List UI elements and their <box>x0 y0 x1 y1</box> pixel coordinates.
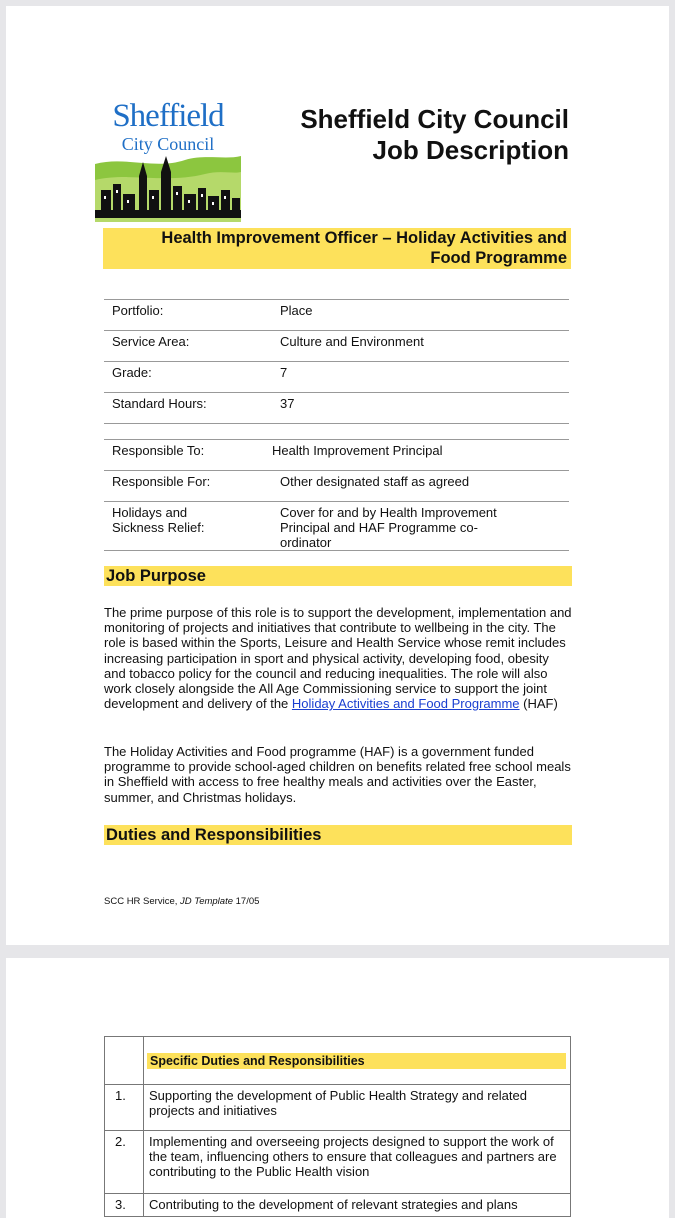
field-value: Place <box>276 300 569 331</box>
table-row <box>105 1194 571 1217</box>
field-value: 7 <box>276 362 569 393</box>
table-row <box>104 331 569 362</box>
field-label: Grade: <box>104 362 276 393</box>
logo-wordmark-city-council: City Council <box>121 134 215 154</box>
field-value <box>276 502 569 551</box>
city-skyline-icon <box>95 150 241 222</box>
specific-duties-table <box>104 1036 571 1217</box>
field-label: Portfolio: <box>104 300 276 331</box>
field-value-text: Health Improvement Principal <box>272 443 443 458</box>
table-row <box>104 300 569 331</box>
duties-table-heading: Specific Duties and Responsibilities <box>147 1053 566 1069</box>
table-row <box>105 1131 571 1194</box>
field-label: Standard Hours: <box>104 393 276 424</box>
duty-text: Implementing and overseeing projects designed to support the work of the team, influencing others to ensure that colleagues and partners are contributing to the Public Health vision <box>144 1131 571 1194</box>
duties-heading: Duties and Responsibilities <box>104 825 572 845</box>
job-title-line-1: Health Improvement Officer – Holiday Activities and <box>161 229 567 247</box>
table-row <box>105 1085 571 1131</box>
duty-number: 2. <box>105 1131 144 1194</box>
number-column-header <box>105 1037 144 1085</box>
field-label: Responsible To: <box>104 440 276 471</box>
document-type: Job Description <box>372 135 569 165</box>
sheffield-city-council-logo <box>95 94 241 224</box>
job-details-table <box>104 299 569 424</box>
field-label: Responsible For: <box>104 471 276 502</box>
duty-number: 1. <box>105 1085 144 1131</box>
footer-version: 17/05 <box>233 896 260 907</box>
job-purpose-paragraph <box>104 605 574 711</box>
footer-prefix: SCC HR Service, <box>104 896 181 907</box>
field-value <box>272 440 569 471</box>
document-title <box>239 104 569 166</box>
field-value: Other designated staff as agreed <box>276 471 569 502</box>
table-row <box>104 393 569 424</box>
field-value: Culture and Environment <box>276 331 569 362</box>
field-value: 37 <box>276 393 569 424</box>
job-title-line-2: Food Programme <box>430 249 567 267</box>
reporting-lines-table <box>104 439 569 551</box>
duty-number: 3. <box>105 1194 144 1217</box>
haf-description-paragraph: The Holiday Activities and Food programme (HAF) is a government funded programme to provide school-aged children on benefits related free school meals in Sheffield with access to free healthy meals and activities over the Easter, summer, and Christmas holidays. <box>104 744 571 805</box>
document-page-1 <box>6 6 669 945</box>
duty-text: Supporting the development of Public Health Strategy and related projects and initiatives <box>144 1085 571 1131</box>
page-footer <box>104 896 259 907</box>
job-purpose-suffix: (HAF) <box>519 696 558 712</box>
duty-text: Contributing to the development of relevant strategies and plans <box>144 1194 571 1217</box>
table-header-row <box>105 1037 571 1085</box>
table-row <box>104 362 569 393</box>
table-row <box>104 471 569 502</box>
footer-template: JD Template <box>180 896 233 907</box>
job-title-banner <box>103 228 571 269</box>
job-purpose-text: The prime purpose of this role is to support the development, implementation and monitoring of projects and initiatives that contribute to wellbeing in the city. The role is based within the Sports, Leisure and Health Service whose remit includes increasing participation in sport and physical activity, developing food, obesity and tobacco policy for the council and reducing inequalities. The role will also work closely alongside the All Age Commissioning service to support the joint development and delivery of the <box>104 605 572 712</box>
haf-programme-link[interactable]: Holiday Activities and Food Programme <box>291 696 520 712</box>
field-label-text: Holidays and Sickness Relief: <box>112 505 205 535</box>
logo-wordmark-sheffield: Sheffield <box>112 98 224 134</box>
duties-column-header <box>144 1037 571 1085</box>
field-label: Service Area: <box>104 331 276 362</box>
field-value-text: Cover for and by Health Improvement Principal and HAF Programme co-ordinator <box>280 505 497 550</box>
council-name: Sheffield City Council <box>300 104 569 134</box>
document-page-2 <box>6 958 669 1218</box>
field-label <box>104 502 276 551</box>
table-row <box>104 502 569 551</box>
table-row <box>104 440 569 471</box>
job-purpose-heading: Job Purpose <box>104 566 572 586</box>
